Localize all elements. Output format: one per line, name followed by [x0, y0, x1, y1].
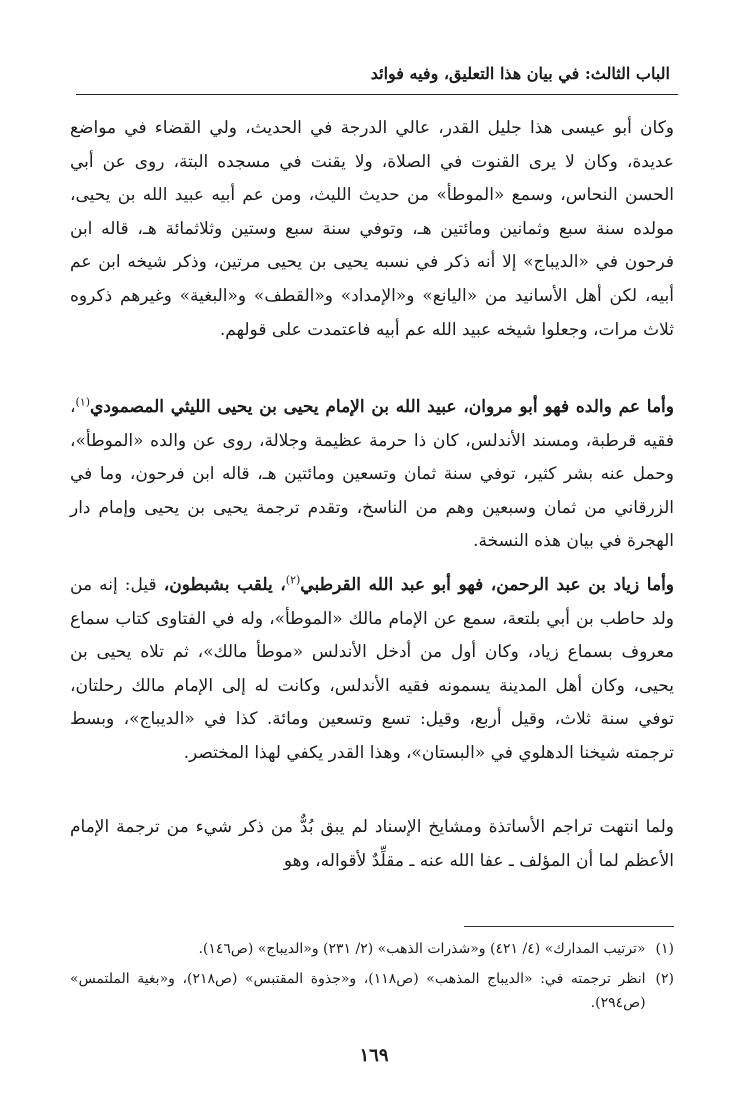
page-number: ١٦٩: [359, 1045, 389, 1066]
footnote-2: [70, 967, 674, 1015]
footnotes: [70, 937, 674, 1021]
paragraph-ziyad: [70, 569, 674, 805]
footnote-text: «ترتيب المدارك» (٤/ ٤٢١) و«شذرات الذهب» (٢/ ٢٣١) و«الديباج» (ص١٤٦).: [198, 941, 646, 957]
paragraph-abu-marwan: [70, 391, 674, 559]
ziyad-text: قيل: إنه من ولد حاطب بن أبي بلتعة، سمع عن الإمام مالك «الموطأ»، وله في الفتاوى كتاب سماع معروف بسماع زياد، وكان أول من أدخل الأندلس «موطأ مالك»، ثم تلاه يحيى بن يحيى، وكان أهل المدينة يسمونه فقيه الأندلس، وكانت له إلى الإمام مالك رحلتان، توفي سنة ثلاث، وقيل أربع، وقيل: تسع وتسعين ومائة. كذا في «الديباج»، وبسط ترجمته شيخنا الدهلوي في «البستان»، وهذا القدر يكفي لهذا المختصر.: [70, 575, 674, 763]
footnote-number: (٢): [655, 971, 674, 987]
footnote-ref-2[interactable]: (٢): [285, 573, 301, 587]
header-rule: [76, 94, 678, 95]
ziyad-heading: وأما زياد بن عبد الرحمن، فهو أبو عبد الله القرطبي: [300, 575, 675, 595]
main-text: [70, 112, 674, 878]
abu-marwan-text: ، فقيه قرطبة، ومسند الأندلس، كان ذا حرمة عظيمة وجلالة، روى عن والده «الموطأ»، وحمل عنه بشر كثير، توفي سنة ثمان وتسعين ومائتين هـ، قاله ابن فرحون، وما في الزرقاني من ثمان وسبعين وهم من الناسخ، وتقدم ترجمة يحيى بن يحيى وإمام دار الهجرة في بيان هذه النسخة.: [70, 397, 674, 552]
paragraph-abu-isa: وكان أبو عيسى هذا جليل القدر، عالي الدرجة في الحديث، ولي القضاء في مواضع عديدة، وكان لا يرى القنوت في الصلاة، ولا يقنت في مسجده البتة، روى عن أبي الحسن النحاس، وسمع «الموطأ» من حديث الليث، ومن عم أبيه عبيد الله بن يحيى، مولده سنة سبع وثمانين ومائتين هـ، وتوفي سنة سبع وستين وثلاثمائة هـ، قاله ابن فرحون في «الديباج» إلا أنه ذكر في نسبه يحيى بن يحيى مرتين، وذكر شيخه ابن عم أبيه، لكن أهل الأسانيد من «اليانع» و«الإمداد» و«القطف» و«البغية» وغيرهم ذكروه ثلاث مرات، وجعلوا شيخه عبيد الله عم أبيه فاعتمدت على قولهم.: [70, 118, 674, 340]
footnote-text: انظر ترجمته في: «الديباج المذهب» (ص١١٨)، و«جذوة المقتبس» (ص٢١٨)، و«بغية الملتمس» (ص٢٩٤).: [70, 971, 646, 1011]
paragraph-imam-azam: ولما انتهت تراجم الأساتذة ومشايخ الإسناد لم يبق بُدٌّ من ذكر شيء من ترجمة الإمام الأعظم لما أن المؤلف ـ عفا الله عنه ـ مقلِّدٌ لأقواله، وهو: [70, 817, 674, 871]
ziyad-nickname: ، يلقب بشبطون،: [163, 575, 286, 595]
footnote-1: [70, 937, 674, 961]
footnote-rule: [464, 926, 674, 927]
running-title: الباب الثالث: في بيان هذا التعليق، وفيه فوائد: [370, 64, 670, 83]
abu-marwan-heading: وأما عم والده فهو أبو مروان، عبيد الله بن الإمام يحيى بن يحيى الليثي المصمودي: [90, 397, 674, 417]
footnote-ref-1[interactable]: (١): [75, 395, 91, 409]
footnote-number: (١): [655, 941, 674, 957]
